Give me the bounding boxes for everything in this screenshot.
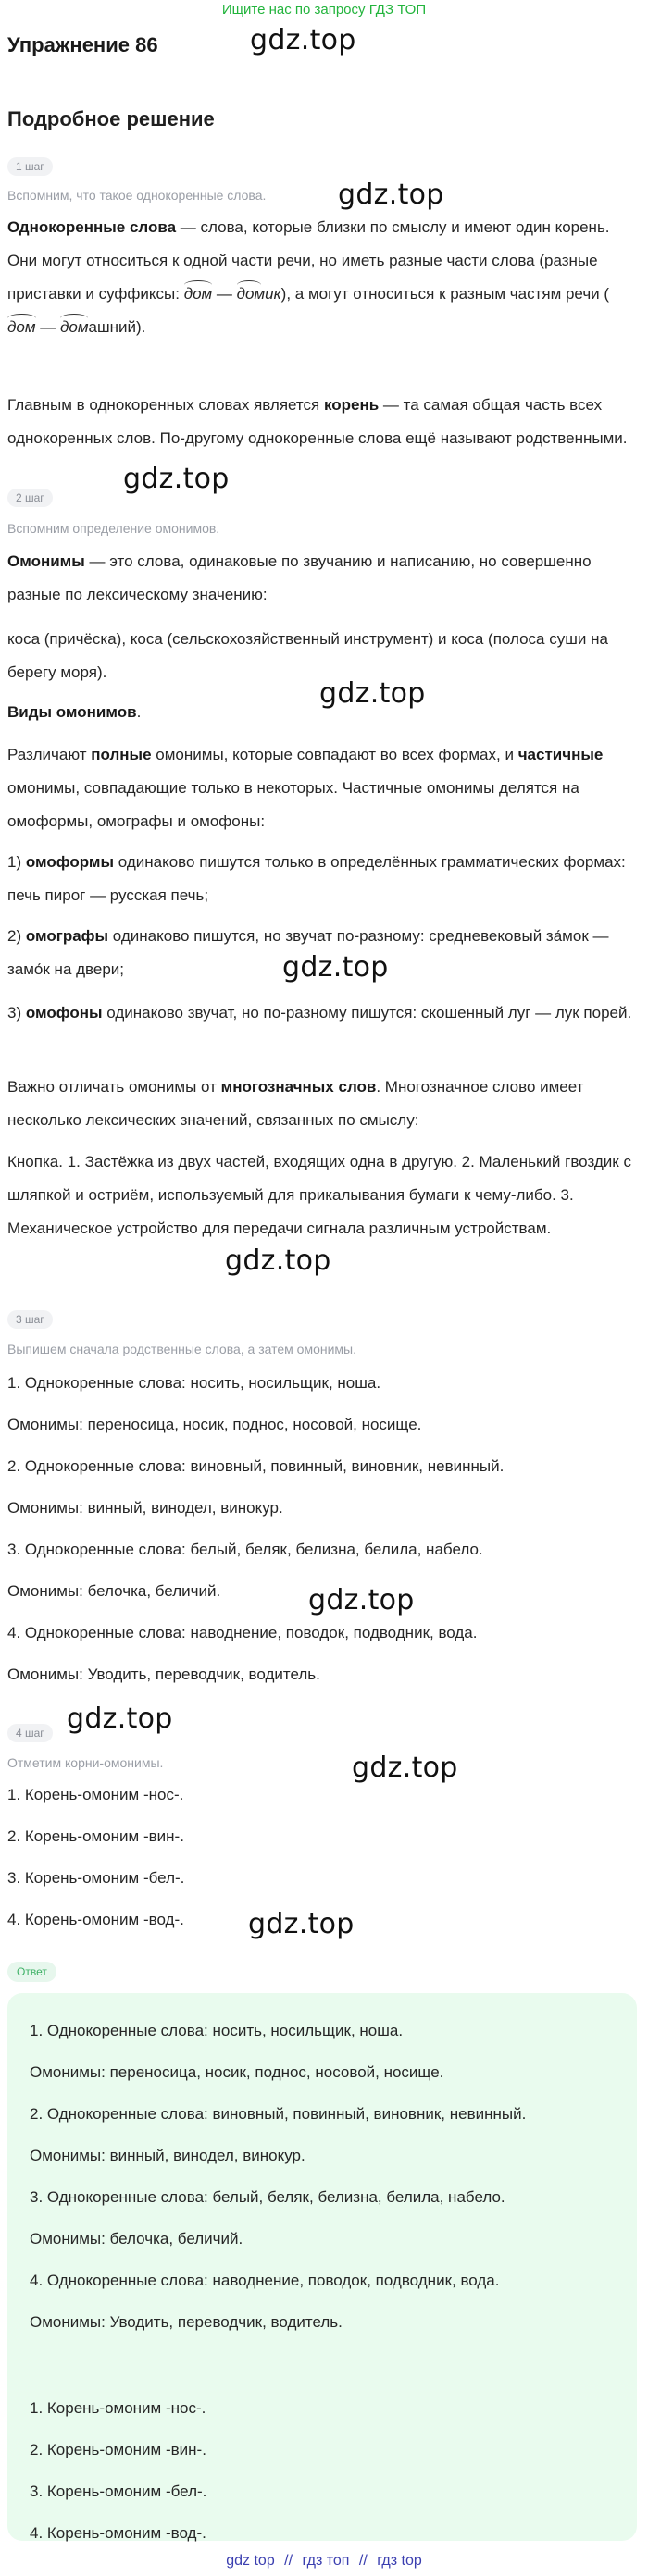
answer-line: 2. Корень-омоним -вин-. <box>30 2441 206 2458</box>
term: омофоны <box>25 1004 103 1022</box>
term: многозначных слов <box>220 1078 377 1096</box>
answer-line: Омонимы: винный, винодел, винокур. <box>30 2147 305 2164</box>
term: омоформы <box>25 853 115 871</box>
text: — это слова, одинаковые по звучанию и написанию, но совершенно разные по лексическому значению: <box>7 552 592 603</box>
step3-line: Омонимы: переносица, носик, поднос, носовой, носище. <box>7 1416 422 1433</box>
answer-line: 3. Однокоренные слова: белый, беляк, белизна, белила, набело. <box>30 2188 505 2206</box>
step3-line: Омонимы: белочка, беличий. <box>7 1582 221 1600</box>
watermark: gdz.top <box>319 677 426 710</box>
step4-line: 3. Корень-омоним -бел-. <box>7 1869 185 1887</box>
morpheme-word <box>7 311 36 344</box>
word: дом <box>59 318 89 336</box>
term: полные <box>91 746 152 763</box>
root-arc-icon <box>7 314 36 323</box>
footer-links <box>0 2551 648 2571</box>
morpheme-word <box>184 278 213 311</box>
answer-line: 1. Корень-омоним -нос-. <box>30 2399 206 2417</box>
step3-line: 4. Однокоренные слова: наводнение, поводок, подводник, вода. <box>7 1624 478 1641</box>
step-intro: Отметим корни-омонимы. <box>7 1755 164 1770</box>
answer-line: Омонимы: переносица, носик, поднос, носовой, носище. <box>30 2063 444 2081</box>
text: омонимы, которые совпадают во всех формах, и <box>151 746 518 763</box>
watermark: gdz.top <box>225 1245 331 1277</box>
answer-line: 2. Однокоренные слова: виновный, повинный, виновник, невинный. <box>30 2105 527 2123</box>
text: омонимы, совпадающие только в некоторых. Частичные омонимы делятся на омоформы, омографы и омофоны: <box>7 779 579 830</box>
root-arc-icon <box>184 280 213 290</box>
step-intro: Вспомним, что такое однокоренные слова. <box>7 188 267 203</box>
footer-link-gdz-top-ru[interactable]: гдз топ <box>302 2553 350 2569</box>
term: Виды омонимов <box>7 703 137 721</box>
step-badge: 1 шаг <box>7 157 53 176</box>
text: ашний). <box>88 318 146 336</box>
watermark: gdz.top <box>338 179 444 211</box>
answer-line: 4. Однокоренные слова: наводнение, поводок, подводник, вода. <box>30 2272 500 2289</box>
term: частичные <box>517 746 604 763</box>
paragraph-types <box>7 738 637 838</box>
watermark: gdz.top <box>250 24 356 56</box>
step-badge: 4 шаг <box>7 1724 53 1742</box>
paragraph-polysemy <box>7 1071 637 1137</box>
text: Различают <box>7 746 92 763</box>
paragraph-example-kosa: коса (причёска), коса (сельскохозяйственный инструмент) и коса (полоса суши на берегу моря). <box>7 630 608 681</box>
answer-line: 1. Однокоренные слова: носить, носильщик, ноша. <box>30 2022 404 2039</box>
watermark: gdz.top <box>248 1908 355 1940</box>
watermark: gdz.top <box>352 1752 458 1784</box>
page-title: Упражнение 86 <box>7 33 158 56</box>
text: 2) <box>7 927 26 945</box>
paragraph-example-knopka: Кнопка. 1. Застёжка из двух частей, входящих одна в другую. 2. Маленький гвоздик с шляпкой и остриём, используемый для прикалывания бумаги к чему-либо. 3. Механическое устройство для передачи сигнала различным устройствам. <box>7 1153 631 1237</box>
watermark: gdz.top <box>67 1703 173 1735</box>
word: домик <box>236 285 281 303</box>
text: . Многозначное слово имеет несколько лексических значений, связанных по смыслу: <box>7 1078 584 1129</box>
text: — <box>35 318 60 336</box>
paragraph-homoforms <box>7 846 637 912</box>
watermark: gdz.top <box>282 951 389 984</box>
text: 3) <box>7 1004 26 1022</box>
morpheme-word <box>60 311 89 344</box>
watermark: gdz.top <box>308 1584 415 1616</box>
text: одинаково звучат, но по-разному пишутся: скошенный луг — лук порей. <box>102 1004 632 1022</box>
term: Однокоренные слова <box>7 218 177 236</box>
root-arc-icon <box>237 280 261 290</box>
text: — та самая общая часть всех однокоренных слов. По-другому однокоренные слова ещё называют родственными. <box>7 396 628 447</box>
footer-link-gdz-top[interactable]: gdz top <box>226 2553 275 2569</box>
paragraph-root <box>7 389 637 455</box>
term: омографы <box>25 927 109 945</box>
step-badge: 2 шаг <box>7 489 53 507</box>
paragraph-definition-cognates <box>7 211 637 344</box>
solution-heading: Подробное решение <box>7 107 215 130</box>
answer-line: 4. Корень-омоним -вод-. <box>30 2524 206 2542</box>
step4-line: 2. Корень-омоним -вин-. <box>7 1827 184 1845</box>
answer-line: 3. Корень-омоним -бел-. <box>30 2483 207 2500</box>
paragraph-homonyms <box>7 545 637 612</box>
step3-line: 3. Однокоренные слова: белый, беляк, белизна, белила, набело. <box>7 1541 483 1558</box>
text: одинаково пишутся только в определённых грамматических формах: печь пирог — русская печь; <box>7 853 626 904</box>
step4-line: 1. Корень-омоним -нос-. <box>7 1786 184 1803</box>
term: корень <box>323 396 380 414</box>
term: Омонимы <box>7 552 85 570</box>
text: одинаково пишутся, но звучат по-разному: средневековый за́мок — замо́к на двери; <box>7 927 609 978</box>
text: Главным в однокоренных словах является <box>7 396 324 414</box>
text: ), а могут относиться к разным частям речи ( <box>280 285 610 303</box>
footer-separator: // <box>284 2553 293 2569</box>
step3-line: Омонимы: Уводить, переводчик, водитель. <box>7 1666 320 1683</box>
morpheme-word <box>237 278 281 311</box>
paragraph-homophones <box>7 997 637 1030</box>
answer-line: Омонимы: Уводить, переводчик, водитель. <box>30 2313 343 2331</box>
watermark: gdz.top <box>123 463 230 495</box>
footer-link-gdz-top-mixed[interactable]: гдз top <box>377 2553 422 2569</box>
text: Важно отличать омонимы от <box>7 1078 221 1096</box>
text: — слова, которые близки по смыслу и имеют один корень. Они могут относиться к одной части речи, но иметь разные части слова (разные приставки и суффиксы: <box>7 218 610 303</box>
step4-line: 4. Корень-омоним -вод-. <box>7 1911 184 1928</box>
paragraph-types-heading <box>7 696 637 729</box>
search-hint-banner: Ищите нас по запросу ГДЗ ТОП <box>221 2 427 18</box>
text: — <box>212 285 237 303</box>
step3-line: 2. Однокоренные слова: виновный, повинный, виновник, невинный. <box>7 1457 505 1475</box>
paragraph-homographs <box>7 920 637 986</box>
step3-line: 1. Однокоренные слова: носить, носильщик, ноша. <box>7 1374 381 1392</box>
step-intro: Вспомним определение омонимов. <box>7 521 220 536</box>
text: . <box>136 703 142 721</box>
answer-badge: Ответ <box>7 1962 56 1982</box>
word: дом <box>7 318 36 336</box>
step-badge: 3 шаг <box>7 1310 53 1329</box>
step-intro: Выпишем сначала родственные слова, а затем омонимы. <box>7 1342 356 1356</box>
root-arc-icon <box>60 314 89 323</box>
step3-line: Омонимы: винный, винодел, винокур. <box>7 1499 283 1517</box>
word: дом <box>183 285 213 303</box>
footer-separator: // <box>358 2553 368 2569</box>
text: 1) <box>7 853 26 871</box>
answer-line: Омонимы: белочка, беличий. <box>30 2230 243 2248</box>
